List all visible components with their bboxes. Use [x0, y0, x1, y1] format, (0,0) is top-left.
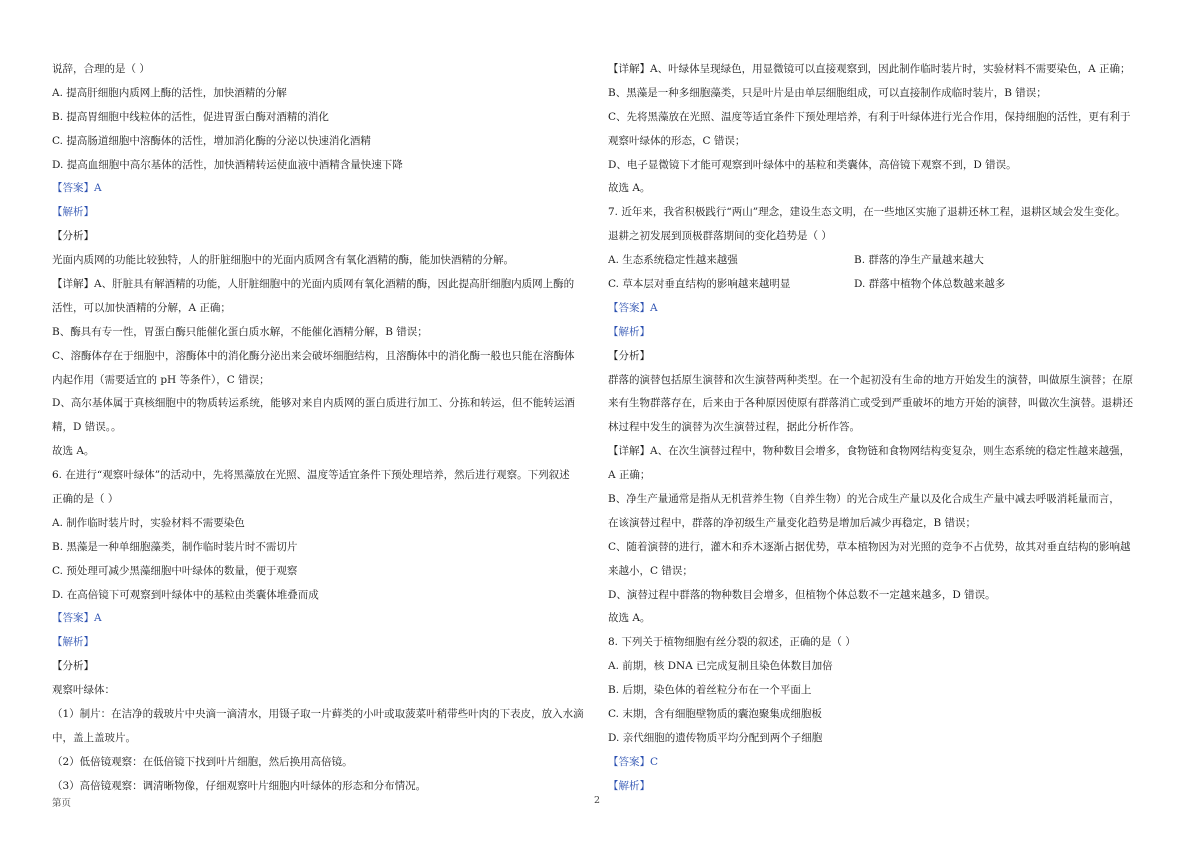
text-line: （2）低倍镜观察：在低倍镜下找到叶片细胞，然后换用高倍镜。 [52, 755, 353, 768]
text-line: 观察叶绿体的形态，C 错误； [608, 134, 746, 147]
option-row [608, 249, 1141, 273]
question-stem: 正确的是（ ） [52, 493, 119, 506]
analysis-label: 【解析】 [52, 206, 94, 219]
page-number: 2 [594, 795, 601, 806]
text-line: 故选 A。 [608, 182, 651, 195]
option-line: D. 提高血细胞中高尔基体的活性，加快酒精转运使血液中酒精含量快速下降 [52, 158, 403, 171]
option-line: C. 提高肠道细胞中溶酶体的活性，增加消化酶的分泌以快速消化酒精 [52, 134, 371, 147]
answer-label: 【答案】A [608, 301, 658, 314]
analysis-label: 【解析】 [52, 636, 94, 649]
text-line: （1）制片：在洁净的载玻片中央滴一滴清水，用镊子取一片藓类的小叶或取菠菜叶稍带些叶肉的下表皮，放入水滴 [52, 708, 584, 721]
option-line: B. 提高胃细胞中线粒体的活性，促进胃蛋白酶对酒精的消化 [52, 110, 329, 123]
text-line: （3）高倍镜观察：调清晰物像，仔细观察叶片细胞内叶绿体的形态和分布情况。 [52, 779, 427, 792]
text-line: 内起作用（需要适宜的 pH 等条件），C 错误； [52, 373, 270, 386]
text-line: 【详解】A、在次生演替过程中，物种数目会增多，食物链和食物网结构变复杂，则生态系统的稳定性越来越强， [608, 445, 1131, 458]
text-line: D、高尔基体属于真核细胞中的物质转运系统，能够对来自内质网的蛋白质进行加工、分拣和转运，但不能转运酒 [52, 397, 575, 410]
section-heading: 【分析】 [52, 660, 94, 673]
text-line: C、溶酶体存在于细胞中，溶酶体中的消化酶分泌出来会破坏细胞结构，且溶酶体中的消化酶一般也只能在溶酶体 [52, 349, 575, 362]
text-line: D、电子显微镜下才能可观察到叶绿体中的基粒和类囊体，高倍镜下观察不到，D 错误。 [608, 158, 1017, 171]
text-line: C、随着演替的进行，灌木和乔木逐渐占据优势，草本植物因为对光照的竞争不占优势，故其对垂直结构的影响越 [608, 540, 1131, 553]
text-line: B、净生产量通常是指从无机营养生物（自养生物）的光合成生产量以及化合成生产量中减去呼吸消耗量而言， [608, 493, 1120, 506]
answer-label: 【答案】C [608, 755, 659, 768]
text-line: 【详解】A、肝脏具有解酒精的功能，人肝脏细胞中的光面内质网有氧化酒精的酶，因此提高肝细胞内质网上酶的 [52, 278, 575, 291]
text-line: 说辞，合理的是（ ） [52, 63, 150, 75]
section-heading: 【分析】 [608, 349, 650, 362]
left-column [52, 58, 585, 799]
text-line: D、演替过程中群落的物种数目会增多，但植物个体总数不一定越来越多，D 错误。 [608, 588, 996, 601]
text-line: 活性，可以加快酒精的分解，A 正确； [52, 301, 231, 314]
option-line: B. 后期，染色体的着丝粒分布在一个平面上 [608, 684, 812, 697]
text-line: 林过程中发生的演替为次生演替过程，据此分析作答。 [608, 421, 860, 434]
question-stem: 退耕之初发展到顶极群落期间的变化趋势是（ ） [608, 230, 832, 243]
option-line: B. 黑藻是一种单细胞藻类，制作临时装片时不需切片 [52, 540, 298, 553]
question-stem: 6. 在进行“观察叶绿体”的活动中，先将黑藻放在光照、温度等适宜条件下预处理培养，然后进行观察。下列叙述 [52, 469, 570, 482]
text-line: 故选 A。 [52, 445, 95, 458]
option-line: A. 制作临时装片时，实验材料不需要染色 [52, 516, 245, 529]
option-line: C. 预处理可减少黑藻细胞中叶绿体的数量，便于观察 [52, 564, 298, 577]
text-line: 【详解】A、叶绿体呈现绿色，用显微镜可以直接观察到，因此制作临时装片时，实验材料不需要染色，A 正确； [608, 63, 1131, 75]
text-line: 观察叶绿体： [52, 684, 115, 697]
option-line: A. 提高肝细胞内质网上酶的活性，加快酒精的分解 [52, 86, 287, 99]
answer-label: 【答案】A [52, 182, 102, 195]
option-line: C. 末期，含有细胞壁物质的囊泡聚集成细胞板 [608, 708, 822, 721]
text-line: 精，D 错误。。 [52, 421, 122, 434]
footer-page-label: 第页 [52, 798, 72, 809]
text-line: B、酶具有专一性，胃蛋白酶只能催化蛋白质水解，不能催化酒精分解，B 错误； [52, 325, 428, 338]
option-line: C. 草本层对垂直结构的影响越来越明显 [608, 278, 791, 291]
analysis-label: 【解析】 [608, 325, 650, 338]
option-line: D. 群落中植物个体总数越来越多 [854, 278, 1006, 291]
option-line: B. 群落的净生产量越来越大 [854, 254, 984, 267]
option-row [608, 273, 1141, 297]
text-line: 光面内质网的功能比较独特，人的肝脏细胞中的光面内质网含有氧化酒精的酶，能加快酒精的分解。 [52, 254, 514, 267]
text-line: A 正确； [608, 469, 651, 482]
right-column [608, 58, 1141, 799]
option-line: A. 生态系统稳定性越来越强 [608, 254, 738, 267]
answer-label: 【答案】A [52, 612, 102, 625]
text-line: 中，盖上盖玻片。 [52, 731, 136, 744]
option-line: D. 亲代细胞的遗传物质平均分配到两个子细胞 [608, 731, 823, 744]
question-stem: 7. 近年来，我省积极践行“两山”理念，建设生态文明，在一些地区实施了退耕还林工程，退耕区域会发生变化。 [608, 206, 1126, 219]
question-stem: 8. 下列关于植物细胞有丝分裂的叙述，正确的是（ ） [608, 636, 856, 649]
text-line: B、黑藻是一种多细胞藻类，只是叶片是由单层细胞组成，可以直接制作成临时装片，B 错误； [608, 86, 1047, 99]
text-line: 故选 A。 [608, 612, 651, 625]
text-line: 来越小，C 错误； [608, 564, 693, 577]
option-line: D. 在高倍镜下可观察到叶绿体中的基粒由类囊体堆叠而成 [52, 588, 319, 601]
text-line: 来有生物群落存在，后来由于各种原因使原有群落消亡或受到严重破坏的地方开始的演替，叫做次生演替。退耕还 [608, 397, 1133, 410]
text-line: C、先将黑藻放在光照、温度等适宜条件下预处理培养，有利于叶绿体进行光合作用，保持细胞的活性，更有利于 [608, 110, 1131, 123]
option-line: A. 前期，核 DNA 已完成复制且染色体数目加倍 [608, 660, 833, 673]
section-heading: 【分析】 [52, 230, 94, 243]
analysis-label: 【解析】 [608, 779, 650, 792]
text-line: 群落的演替包括原生演替和次生演替两种类型。在一个起初没有生命的地方开始发生的演替，叫做原生演替；在原 [608, 373, 1133, 386]
text-line: 在该演替过程中，群落的净初级生产量变化趋势是增加后减少再稳定，B 错误； [608, 516, 977, 529]
